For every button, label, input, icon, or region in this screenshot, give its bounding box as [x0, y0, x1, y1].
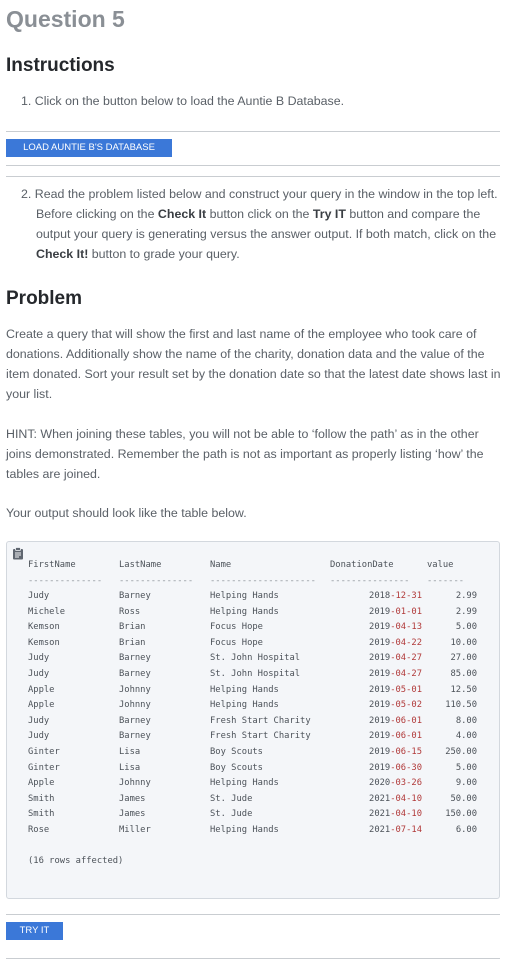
table-row: [7, 591, 501, 607]
cell-last-name: James: [119, 793, 146, 804]
cell-last-name: James: [119, 809, 146, 820]
cell-first-name: Judy: [28, 653, 50, 664]
cell-last-name: Barney: [119, 715, 151, 726]
cell-first-name: Apple: [28, 700, 55, 711]
clipboard-icon[interactable]: [12, 547, 24, 560]
result-output-box: [6, 541, 500, 899]
table-header-row: [7, 560, 501, 576]
divider: [6, 131, 500, 132]
table-row: [7, 778, 501, 794]
cell-donation-date: 2019-06-30: [369, 762, 422, 773]
cell-first-name: Judy: [28, 731, 50, 742]
cell-charity-name: Helping Hands: [210, 606, 279, 617]
cell-charity-name: Helping Hands: [210, 825, 279, 835]
cell-value: 2.99: [455, 591, 477, 601]
table-row: [7, 685, 501, 701]
cell-charity-name: Helping Hands: [210, 700, 279, 711]
cell-donation-date: 2019-04-27: [369, 653, 422, 664]
cell-value: 150.00: [445, 809, 477, 820]
cell-donation-date: 2020-03-26: [369, 778, 422, 789]
cell-first-name: Kemson: [28, 637, 60, 648]
output-note: Your output should look like the table below.: [6, 506, 247, 520]
cell-value: 27.00: [450, 653, 477, 664]
divider: [6, 958, 500, 959]
divider: [6, 165, 500, 166]
cell-value: 5.00: [455, 622, 477, 633]
table-row: [7, 653, 501, 669]
cell-donation-date: 2019-04-13: [369, 622, 422, 633]
cell-value: 2.99: [455, 606, 477, 617]
cell-first-name: Ginter: [28, 747, 60, 757]
cell-last-name: Barney: [119, 669, 151, 679]
divider: [6, 176, 500, 177]
cell-charity-name: Focus Hope: [210, 637, 263, 648]
hint-text: HINT: When joining these tables, you will not be able to ‘follow the path’ as in the other joins demonstrated. Remember the path is not as important as properly listing ‘how’ the tables are joined.: [6, 427, 484, 481]
load-database-button[interactable]: LOAD AUNTIE B'S DATABASE: [6, 139, 172, 157]
cell-value: 4.00: [455, 731, 477, 742]
separator: --------------: [28, 576, 103, 586]
cell-first-name: Kemson: [28, 622, 60, 633]
column-header: value: [427, 560, 454, 570]
cell-first-name: Apple: [28, 684, 55, 695]
cell-donation-date: 2019-05-01: [369, 684, 422, 695]
column-header: FirstName: [28, 560, 76, 570]
table-row: [7, 809, 501, 825]
cell-first-name: Smith: [28, 809, 55, 820]
cell-last-name: Johnny: [119, 778, 151, 789]
cell-charity-name: Helping Hands: [210, 778, 279, 789]
cell-last-name: Brian: [119, 622, 146, 633]
cell-first-name: Michele: [28, 606, 66, 617]
table-row: [7, 669, 501, 685]
separator: ---------------: [330, 576, 410, 586]
cell-donation-date: 2021-04-10: [369, 793, 422, 804]
try-it-button[interactable]: TRY IT: [6, 922, 63, 940]
cell-charity-name: Helping Hands: [210, 684, 279, 695]
cell-value: 8.00: [455, 715, 477, 726]
cell-charity-name: St. John Hospital: [210, 669, 301, 679]
cell-donation-date: 2019-04-27: [369, 669, 422, 679]
cell-value: 12.50: [450, 684, 477, 695]
table-row: [7, 716, 501, 732]
separator: --------------------: [210, 576, 316, 586]
cell-last-name: Barney: [119, 653, 151, 664]
page-title: Question 5: [6, 6, 125, 32]
table-row: [7, 825, 501, 841]
table-separator-row: [7, 576, 501, 592]
cell-donation-date: 2021-04-10: [369, 809, 422, 820]
cell-charity-name: Helping Hands: [210, 591, 279, 601]
cell-donation-date: 2019-06-01: [369, 715, 422, 726]
cell-first-name: Judy: [28, 591, 50, 601]
table-row: [7, 731, 501, 747]
rows-affected-text: (16 rows affected): [28, 856, 124, 866]
cell-charity-name: Focus Hope: [210, 622, 263, 633]
cell-donation-date: 2019-01-01: [369, 606, 422, 617]
cell-charity-name: Boy Scouts: [210, 762, 263, 773]
cell-donation-date: 2019-04-22: [369, 637, 422, 648]
cell-value: 250.00: [445, 747, 477, 757]
column-header: Name: [210, 560, 232, 570]
divider: [6, 914, 500, 915]
cell-value: 85.00: [450, 669, 477, 679]
cell-first-name: Smith: [28, 793, 55, 804]
column-header: DonationDate: [330, 560, 394, 570]
cell-charity-name: St. John Hospital: [210, 653, 301, 664]
problem-heading: Problem: [6, 288, 83, 309]
cell-last-name: Johnny: [119, 684, 151, 695]
cell-charity-name: Boy Scouts: [210, 747, 263, 757]
cell-value: 110.50: [445, 700, 477, 711]
cell-donation-date: 2019-06-01: [369, 731, 422, 742]
cell-last-name: Johnny: [119, 700, 151, 711]
cell-first-name: Ginter: [28, 762, 60, 773]
table-row: [7, 747, 501, 763]
separator: --------------: [119, 576, 194, 586]
cell-value: 6.00: [455, 825, 477, 835]
problem-text: Create a query that will show the first and last name of the employee who took care of donations. Additionally show the name of the charity, donation data and the value of the item donated. Sort your result set by the donation date so that the latest date shows last in your list.: [6, 327, 501, 401]
table-row: [7, 763, 501, 779]
cell-last-name: Barney: [119, 591, 151, 601]
cell-charity-name: St. Jude: [210, 793, 253, 804]
separator: -------: [427, 576, 465, 586]
cell-charity-name: St. Jude: [210, 809, 253, 820]
instruction-step-2: 2. Read the problem listed below and construct your query in the window in the top left. Before clicking on the Check It button click on the Try IT button and compare the output your query is generating versus the answer output. If both match, click on the Check It! button to grade your query.: [21, 187, 498, 261]
cell-value: 9.00: [455, 778, 477, 789]
cell-last-name: Lisa: [119, 747, 141, 757]
cell-donation-date: 2021-07-14: [369, 825, 422, 835]
cell-last-name: Barney: [119, 731, 151, 742]
cell-last-name: Lisa: [119, 762, 141, 773]
instruction-step-1: 1. Click on the button below to load the Auntie B Database.: [21, 94, 345, 108]
table-row: [7, 794, 501, 810]
cell-first-name: Judy: [28, 715, 50, 726]
table-row: [7, 622, 501, 638]
cell-last-name: Ross: [119, 606, 141, 617]
cell-last-name: Miller: [119, 825, 151, 835]
table-row: [7, 607, 501, 623]
column-header: LastName: [119, 560, 162, 570]
cell-first-name: Judy: [28, 669, 50, 679]
cell-charity-name: Fresh Start Charity: [210, 715, 311, 726]
cell-value: 10.00: [450, 637, 477, 648]
instructions-heading: Instructions: [6, 55, 115, 76]
cell-value: 5.00: [455, 762, 477, 773]
cell-donation-date: 2018-12-31: [369, 591, 422, 601]
table-row: [7, 638, 501, 654]
cell-donation-date: 2019-06-15: [369, 747, 422, 757]
cell-charity-name: Fresh Start Charity: [210, 731, 311, 742]
cell-first-name: Rose: [28, 825, 50, 835]
cell-donation-date: 2019-05-02: [369, 700, 422, 711]
cell-value: 50.00: [450, 793, 477, 804]
cell-last-name: Brian: [119, 637, 146, 648]
table-row: [7, 700, 501, 716]
cell-first-name: Apple: [28, 778, 55, 789]
